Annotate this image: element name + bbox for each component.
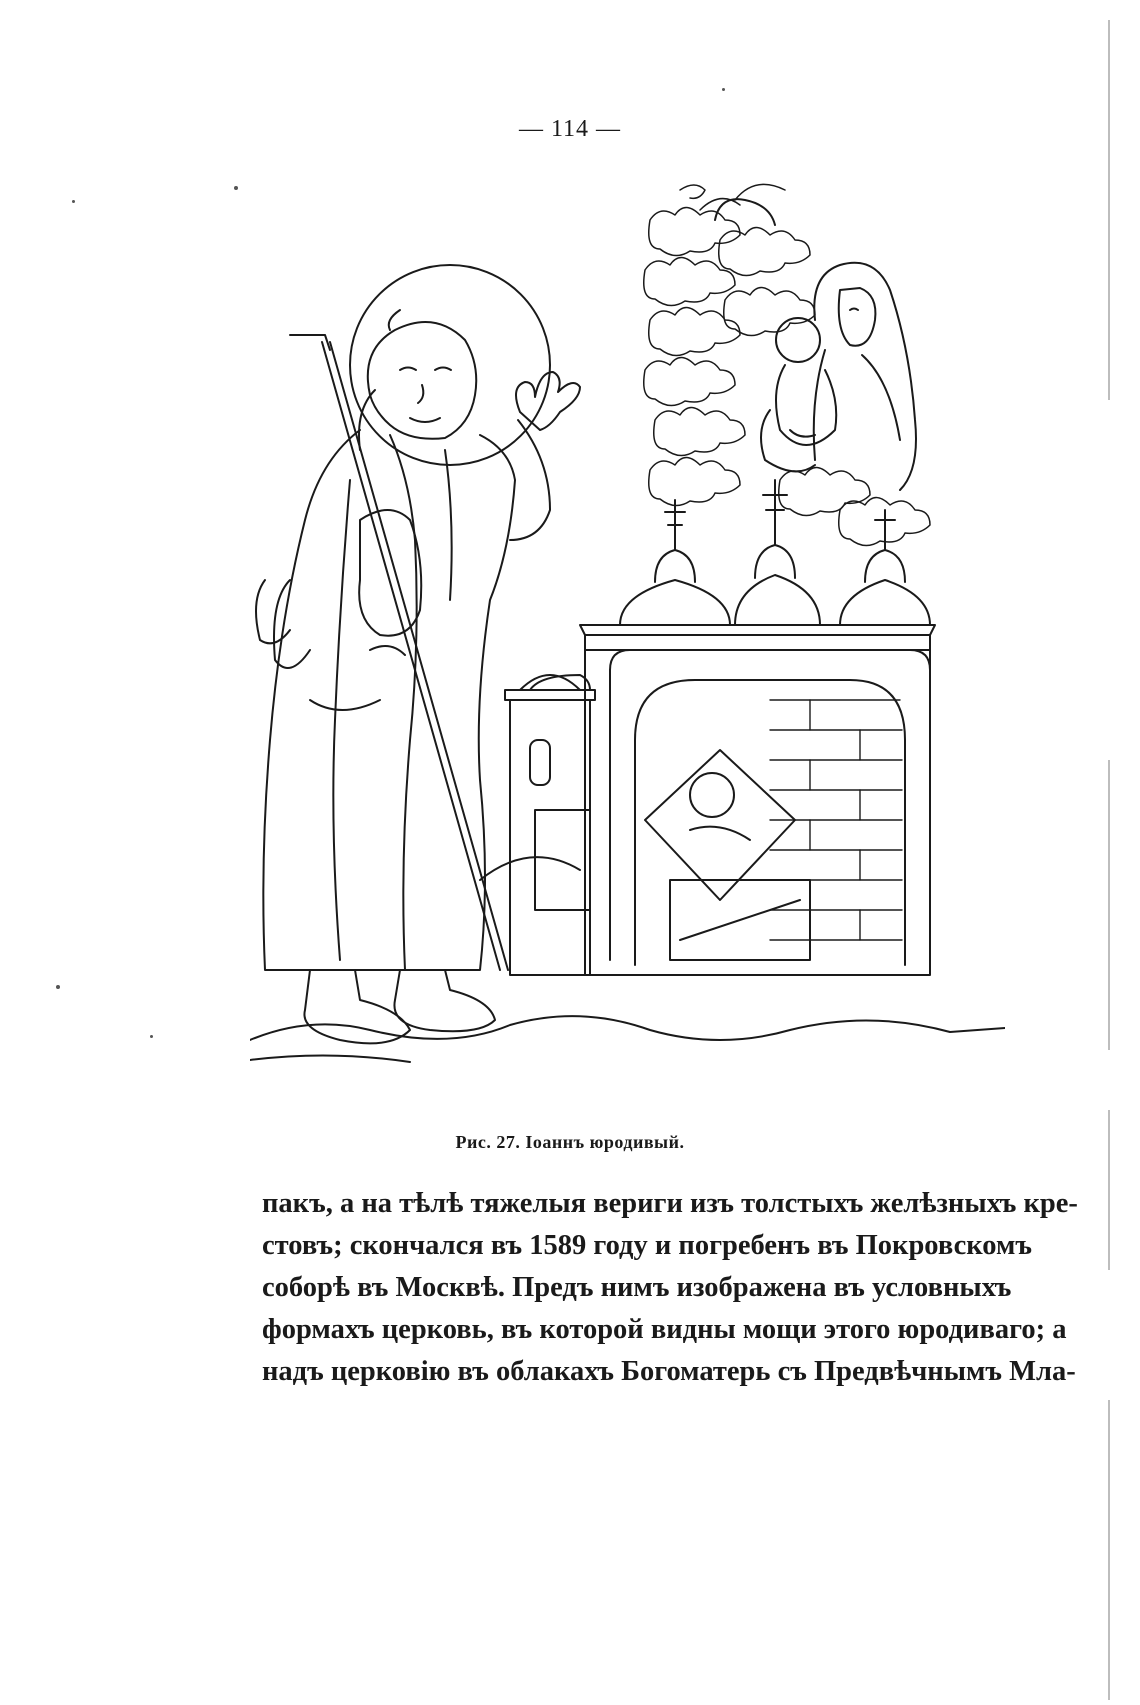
illustration xyxy=(250,180,1005,1110)
saint-figure xyxy=(256,310,580,1043)
body-text xyxy=(262,1183,1078,1393)
scan-speck xyxy=(72,200,75,203)
scan-speck xyxy=(150,1035,153,1038)
text-line: соборѣ въ Москвѣ. Предъ нимъ изображена въ условныхъ xyxy=(262,1272,1012,1303)
scan-speck xyxy=(722,88,725,91)
heaven-arc xyxy=(715,199,775,225)
church-domes xyxy=(530,480,930,690)
theotokos-figure xyxy=(761,263,916,490)
scan-speck xyxy=(56,985,60,989)
clouds xyxy=(644,184,930,545)
text-line: пакъ, а на тѣлѣ тяжелыя вериги изъ толстыхъ желѣзныхъ кре- xyxy=(262,1188,1078,1219)
icon-drawing xyxy=(250,180,1005,1110)
scan-speck xyxy=(234,186,238,190)
figure-caption: Рис. 27. Іоаннъ юродивый. xyxy=(455,1132,685,1152)
page-number: — 114 — xyxy=(518,116,622,142)
right-margin-rule-top xyxy=(1108,20,1110,400)
ground-hills xyxy=(250,857,1005,1062)
right-margin-rule-mid xyxy=(1108,760,1110,1050)
text-line: стовъ; скончался въ 1589 году и погребенъ въ Покровскомъ xyxy=(262,1230,1033,1261)
church-building xyxy=(505,480,935,975)
right-margin-rule-bottom xyxy=(1108,1400,1110,1700)
text-line: надъ церковію въ облакахъ Богоматерь съ Предвѣчнымъ Мла- xyxy=(262,1356,1076,1387)
text-line: формахъ церковь, въ которой видны мощи этого юродиваго; а xyxy=(262,1314,1067,1345)
